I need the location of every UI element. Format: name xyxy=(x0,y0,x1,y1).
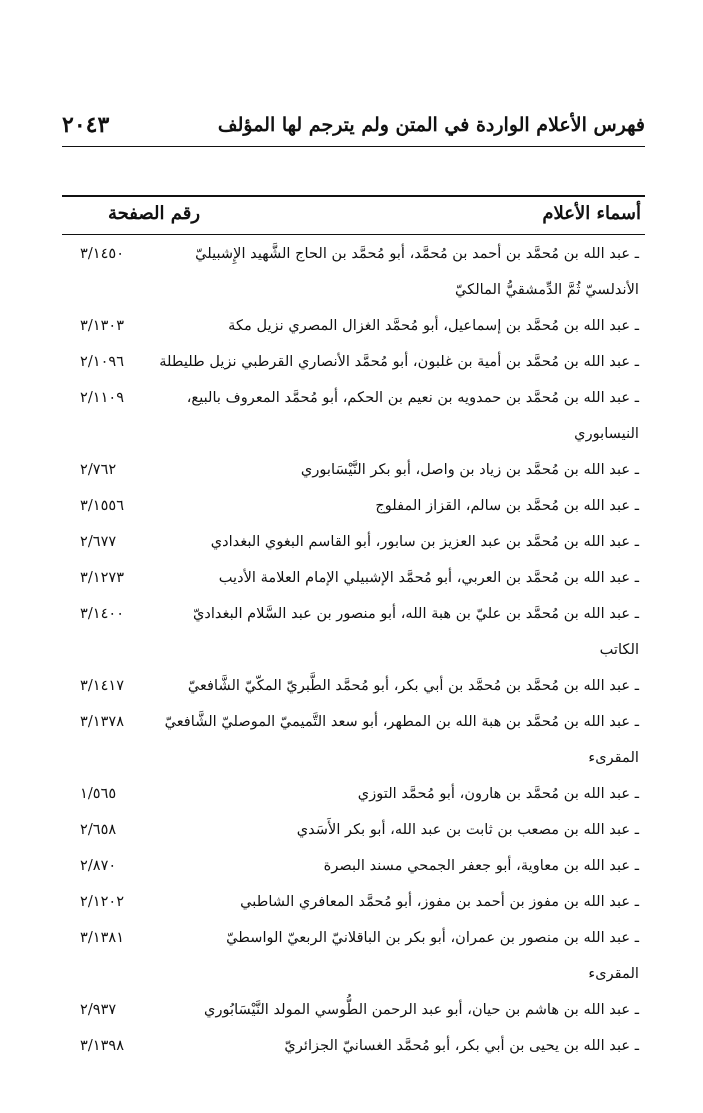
index-entry xyxy=(62,344,645,380)
entry-name xyxy=(62,596,645,632)
entry-text: ـ عبد الله بن مُحمَّد بن إسماعيل، أبو مُحمَّد الغزال المصري نزيل مكة xyxy=(228,317,639,334)
table-header-rule xyxy=(62,234,645,235)
entry-name xyxy=(62,236,645,272)
entry-name xyxy=(62,668,645,704)
entry-name xyxy=(62,488,645,524)
entry-page-reference: ٢/٨٧٠ xyxy=(80,857,117,874)
index-entry xyxy=(62,488,645,524)
index-entry xyxy=(62,812,645,848)
entry-page-reference: ٣/١٥٥٦ xyxy=(80,497,125,514)
entry-text: ـ عبد الله بن منصور بن عمران، أبو بكر بن الباقلانيّ الربعيّ الواسطيّ xyxy=(226,929,639,946)
entry-name xyxy=(62,992,645,1028)
entry-name xyxy=(62,524,645,560)
entry-name xyxy=(62,380,645,416)
entry-name xyxy=(62,344,645,380)
index-entry xyxy=(62,524,645,560)
index-entry xyxy=(62,596,645,668)
entry-name-continuation xyxy=(62,956,645,992)
entry-name-continuation xyxy=(62,740,645,776)
entry-text: المقرىء xyxy=(588,749,639,766)
index-entry xyxy=(62,380,645,452)
entry-text: ـ عبد الله بن مُحمَّد بن هارون، أبو مُحمَّد التوزي xyxy=(357,785,639,802)
table-top-rule xyxy=(62,195,645,197)
index-entry xyxy=(62,668,645,704)
entry-page-reference: ٣/١٣٠٣ xyxy=(80,317,125,334)
entry-text: ـ عبد الله بن مُحمَّد بن مُحمَّد بن أبي بكر، أبو مُحمَّد الطَّبريّ المكّيّ الشَّافعيّ xyxy=(187,677,639,694)
entry-page-reference: ٢/١١٠٩ xyxy=(80,389,125,406)
index-entries xyxy=(62,236,645,1064)
entry-page-reference: ٣/١٣٩٨ xyxy=(80,1037,125,1054)
index-entry xyxy=(62,1028,645,1064)
page-number: ٢٠٤٣ xyxy=(62,112,110,138)
entry-page-reference: ٢/٦٥٨ xyxy=(80,821,117,838)
entry-name xyxy=(62,308,645,344)
entry-name xyxy=(62,704,645,740)
entry-text: ـ عبد الله بن مُحمَّد بن أمية بن غلبون، أبو مُحمَّد الأنصاري القرطبي نزيل طليطلة xyxy=(159,353,639,370)
index-entry xyxy=(62,452,645,488)
entry-text: ـ عبد الله بن مُحمَّد بن حمدويه بن نعيم بن الحكم، أبو مُحمَّد المعروف بالبيع، xyxy=(186,389,639,406)
entry-page-reference: ٢/١٢٠٢ xyxy=(80,893,125,910)
entry-name xyxy=(62,776,645,812)
running-head xyxy=(62,114,645,146)
entry-page-reference: ٢/٧٦٢ xyxy=(80,461,117,478)
index-entry xyxy=(62,560,645,596)
entry-text: ـ عبد الله بن مُحمَّد بن هبة الله بن المطهر، أبو سعد التَّميميّ الموصليّ الشَّافعيّ xyxy=(164,713,639,730)
entry-name-continuation xyxy=(62,416,645,452)
entry-name xyxy=(62,848,645,884)
entry-text: ـ عبد الله بن مُحمَّد بن أحمد بن مُحمَّد، أبو مُحمَّد بن الحاج الشَّهيد الإِشبيليّ xyxy=(195,245,639,262)
running-head-title: فهرس الأعلام الواردة في المتن ولم يترجم لها المؤلف xyxy=(217,114,645,136)
entry-text: الأندلسيّ ثُمَّ الدِّمشقيُّ المالكيّ xyxy=(454,281,639,298)
entry-name xyxy=(62,884,645,920)
entry-text: ـ عبد الله بن مُحمَّد بن زياد بن واصل، أبو بكر النَّيْسَابوري xyxy=(300,461,639,478)
index-entry xyxy=(62,848,645,884)
entry-name xyxy=(62,1028,645,1064)
index-entry xyxy=(62,704,645,776)
entry-text: ـ عبد الله بن مُحمَّد بن سالم، القزاز المفلوج xyxy=(375,497,639,514)
pages-column-header: رقم الصفحة xyxy=(108,203,201,224)
entry-page-reference: ٢/١٠٩٦ xyxy=(80,353,125,370)
entry-page-reference: ٣/١٣٧٨ xyxy=(80,713,125,730)
entry-page-reference: ٢/٩٣٧ xyxy=(80,1001,117,1018)
entry-text: ـ عبد الله بن مفوز بن أحمد بن مفوز، أبو مُحمَّد المعافري الشاطبي xyxy=(240,893,639,910)
entry-text: النيسابوري xyxy=(574,425,639,442)
entry-text: ـ عبد الله بن مصعب بن ثابت بن عبد الله، أبو بكر الأَسَدي xyxy=(296,821,639,838)
index-entry xyxy=(62,884,645,920)
entry-name xyxy=(62,920,645,956)
index-entry xyxy=(62,236,645,308)
entry-page-reference: ٣/١٤١٧ xyxy=(80,677,125,694)
index-entry xyxy=(62,920,645,992)
entry-name xyxy=(62,452,645,488)
entry-page-reference: ٣/١٤٥٠ xyxy=(80,245,125,262)
entry-text: ـ عبد الله بن معاوية، أبو جعفر الجمحي مسند البصرة xyxy=(323,857,639,874)
entry-name-continuation xyxy=(62,272,645,308)
entry-text: ـ عبد الله بن مُحمَّد بن عليّ بن هبة الله، أبو منصور بن عبد السَّلام البغداديّ xyxy=(192,605,639,622)
entry-text: ـ عبد الله بن هاشم بن حيان، أبو عبد الرحمن الطُّوسي المولد النَّيْسَابُوري xyxy=(204,1001,639,1018)
entry-name xyxy=(62,812,645,848)
entry-page-reference: ١/٥٦٥ xyxy=(80,785,117,802)
entry-page-reference: ٢/٦٧٧ xyxy=(80,533,117,550)
index-entry xyxy=(62,776,645,812)
entry-text: الكاتب xyxy=(599,641,639,658)
index-entry xyxy=(62,992,645,1028)
index-entry xyxy=(62,308,645,344)
entry-name-continuation xyxy=(62,632,645,668)
entry-text: المقرىء xyxy=(588,965,639,982)
running-head-rule xyxy=(62,146,645,147)
entry-text: ـ عبد الله بن يحيى بن أبي بكر، أبو مُحمَّد الغسانيّ الجزائريّ xyxy=(284,1037,639,1054)
entry-name xyxy=(62,560,645,596)
entry-page-reference: ٣/١٢٧٣ xyxy=(80,569,125,586)
entry-page-reference: ٣/١٤٠٠ xyxy=(80,605,125,622)
entry-text: ـ عبد الله بن مُحمَّد بن عبد العزيز بن سابور، أبو القاسم البغوي البغدادي xyxy=(210,533,639,550)
names-column-header: أسماء الأعلام xyxy=(542,203,641,224)
entry-page-reference: ٣/١٣٨١ xyxy=(80,929,125,946)
entry-text: ـ عبد الله بن مُحمَّد بن العربي، أبو مُحمَّد الإشبيلي الإمام العلامة الأديب xyxy=(218,569,639,586)
